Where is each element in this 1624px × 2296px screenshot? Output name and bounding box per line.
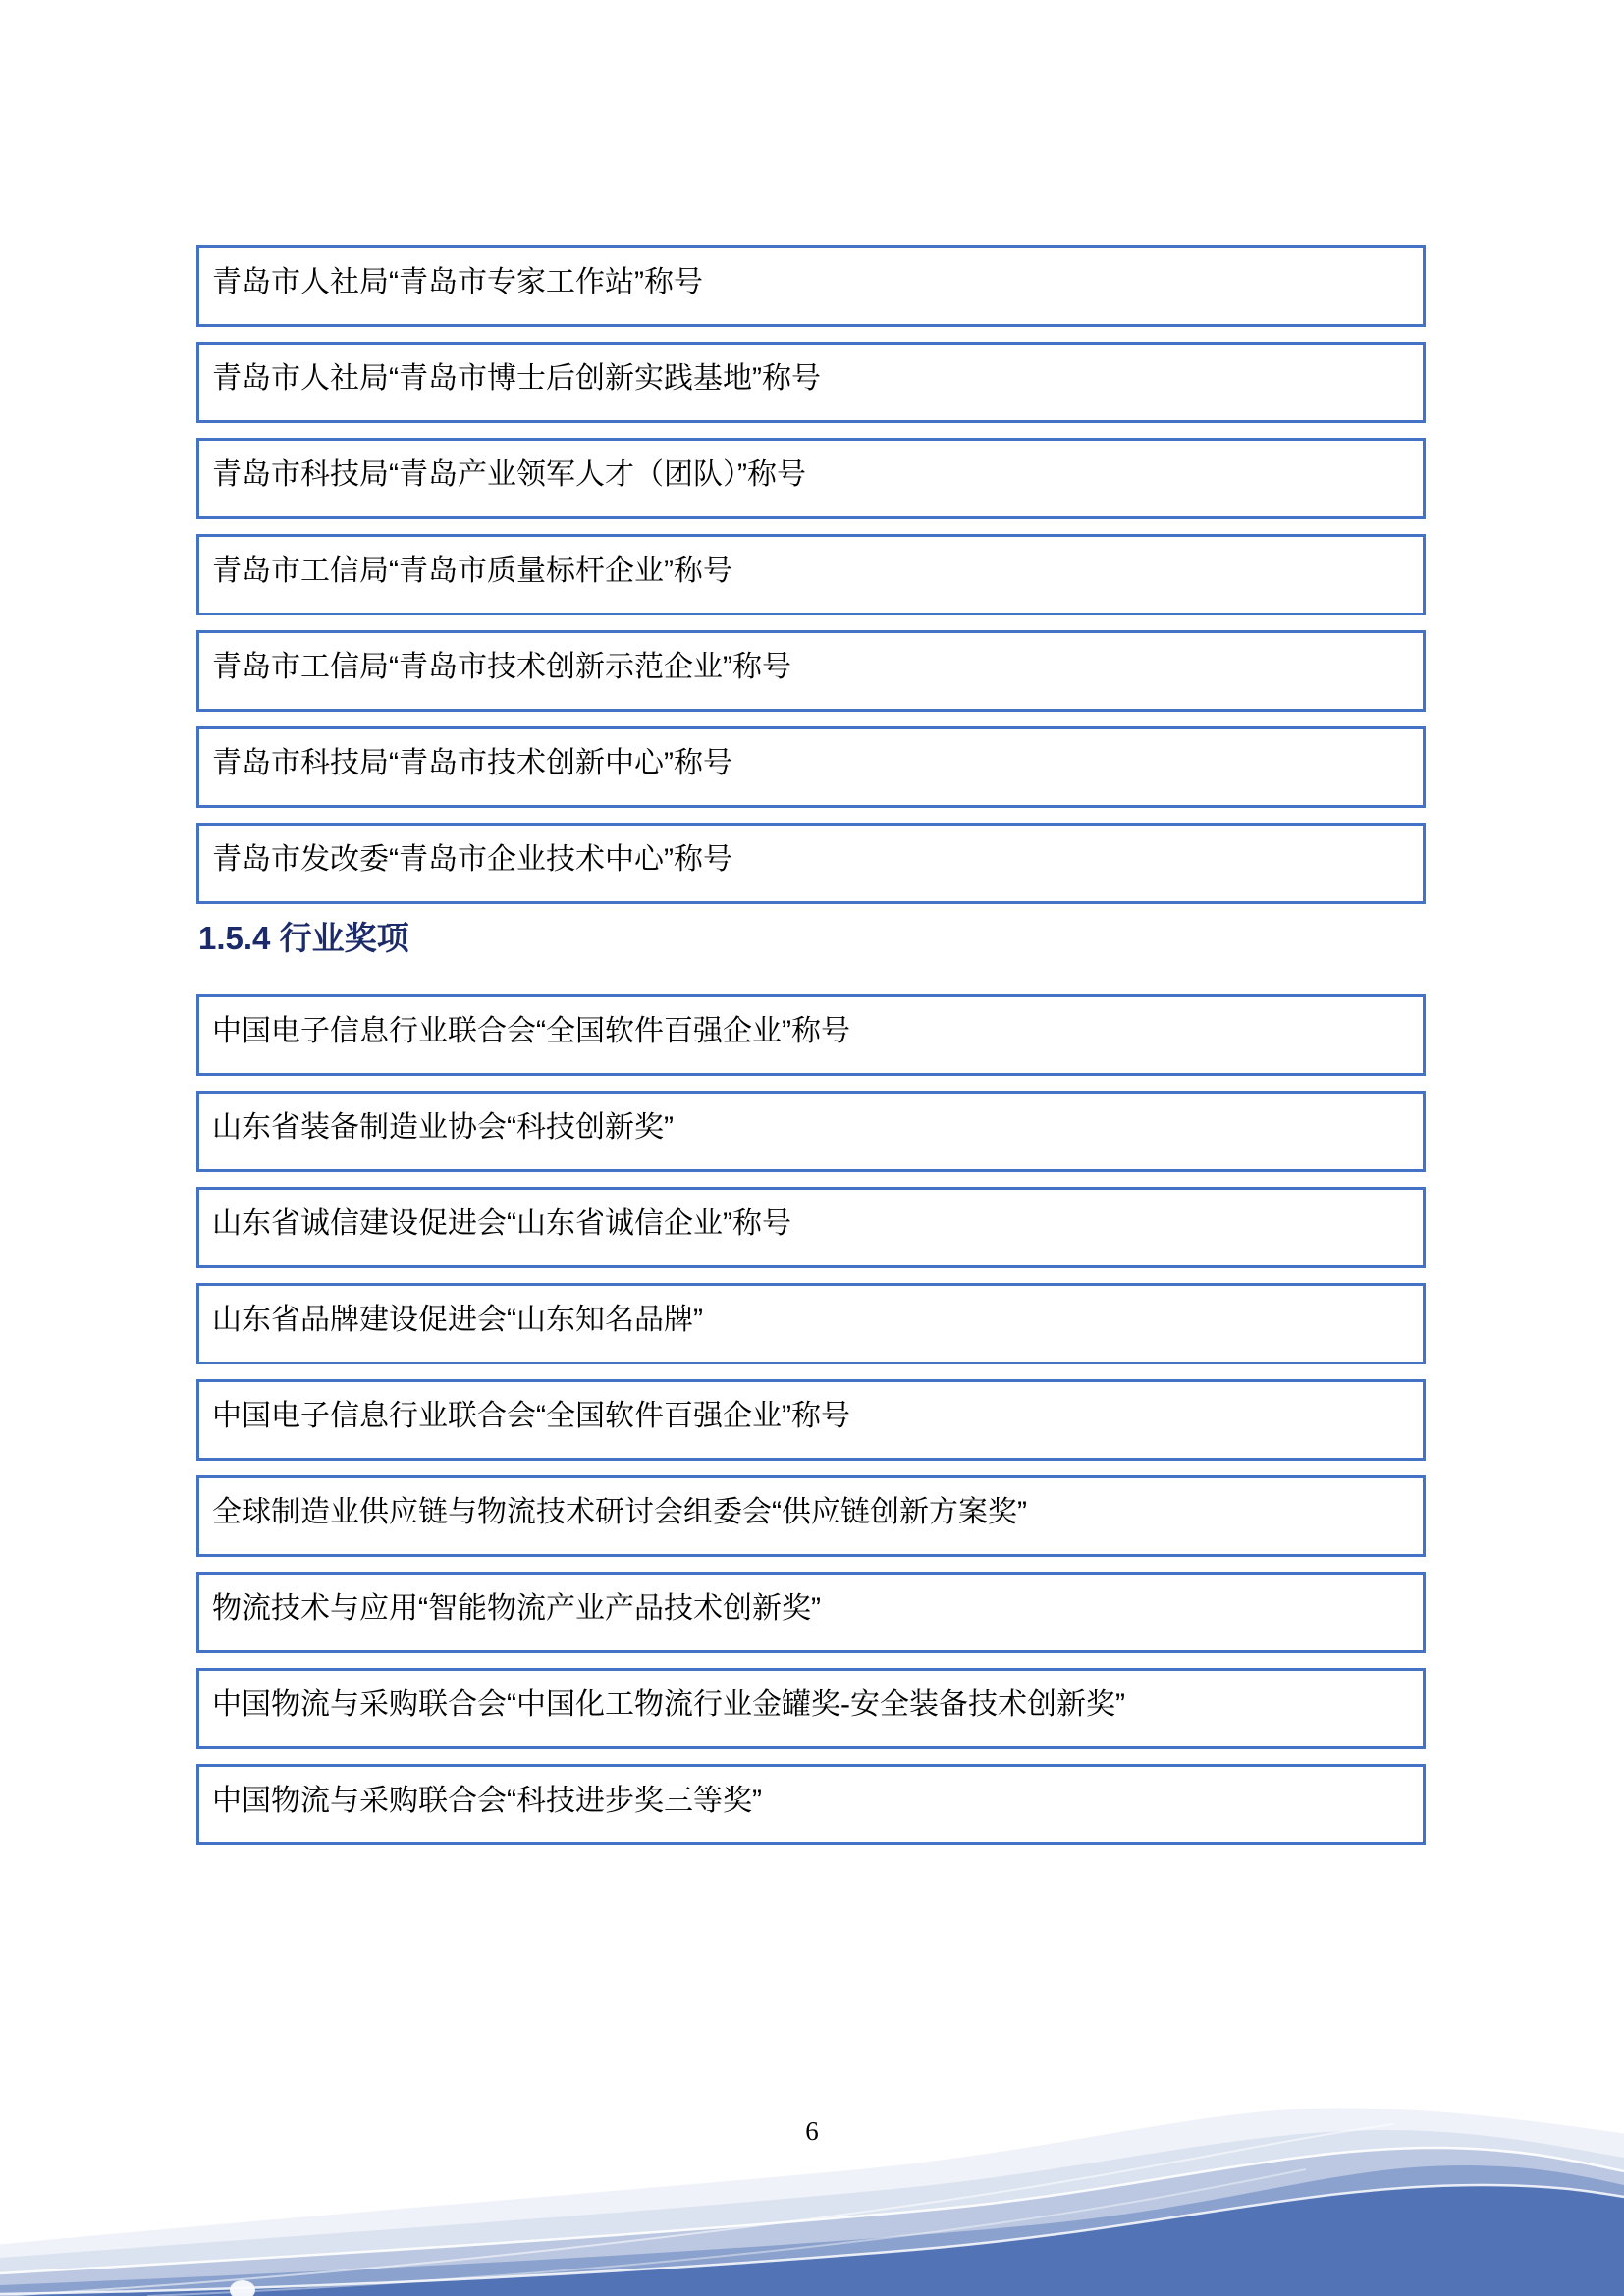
award-item: 青岛市人社局“青岛市博士后创新实践基地”称号 xyxy=(196,342,1426,423)
award-item: 中国物流与采购联合会“科技进步奖三等奖” xyxy=(196,1764,1426,1845)
award-item: 山东省装备制造业协会“科技创新奖” xyxy=(196,1091,1426,1172)
award-item: 青岛市工信局“青岛市技术创新示范企业”称号 xyxy=(196,630,1426,712)
award-item: 青岛市发改委“青岛市企业技术中心”称号 xyxy=(196,823,1426,904)
award-item: 中国电子信息行业联合会“全国软件百强企业”称号 xyxy=(196,1379,1426,1461)
section-heading: 1.5.4 行业奖项 xyxy=(198,920,409,956)
page-content xyxy=(196,245,1426,1860)
award-item: 青岛市科技局“青岛市技术创新中心”称号 xyxy=(196,726,1426,808)
page-number: 6 xyxy=(805,2116,819,2146)
award-item: 青岛市科技局“青岛产业领军人才（团队）”称号 xyxy=(196,438,1426,519)
footer-wave-decoration xyxy=(0,2022,1624,2296)
award-item: 中国电子信息行业联合会“全国软件百强企业”称号 xyxy=(196,994,1426,1076)
awards-list-industry xyxy=(196,994,1426,1845)
award-item: 全球制造业供应链与物流技术研讨会组委会“供应链创新方案奖” xyxy=(196,1475,1426,1557)
award-item: 青岛市人社局“青岛市专家工作站”称号 xyxy=(196,245,1426,327)
award-item: 山东省品牌建设促进会“山东知名品牌” xyxy=(196,1283,1426,1364)
award-item: 中国物流与采购联合会“中国化工物流行业金罐奖-安全装备技术创新奖” xyxy=(196,1668,1426,1749)
award-item: 物流技术与应用“智能物流产业产品技术创新奖” xyxy=(196,1572,1426,1653)
award-item: 山东省诚信建设促进会“山东省诚信企业”称号 xyxy=(196,1187,1426,1268)
awards-list-municipal xyxy=(196,245,1426,904)
award-item: 青岛市工信局“青岛市质量标杆企业”称号 xyxy=(196,534,1426,615)
